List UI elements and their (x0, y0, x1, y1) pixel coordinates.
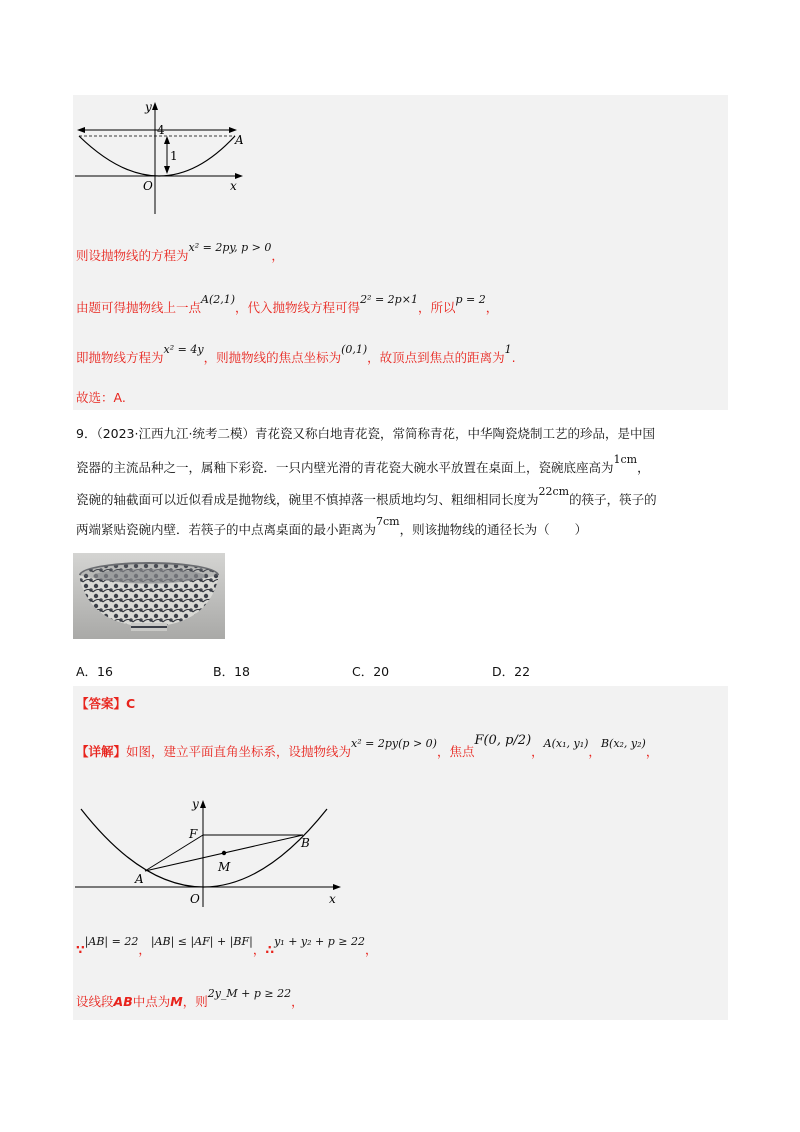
option-d[interactable]: D．22 (492, 664, 531, 679)
fig2-point-b: B (301, 836, 310, 850)
detail-line-6: 设线段AB中点为M，则2y_M + p ≥ 22， (76, 987, 304, 1009)
answer1-line-4: 故选：A. (76, 390, 126, 405)
option-b[interactable]: B．18 (213, 664, 250, 679)
porcelain-bowl-photo (73, 553, 225, 639)
fig1-width: 4 (157, 123, 165, 137)
question-line-4: 两端紧贴瓷碗内壁．若筷子的中点离桌面的最小距离为7cm，则该抛物线的通径长为（ ） (76, 515, 588, 537)
detail-line: 【详解】如图，建立平面直角坐标系，设抛物线为x² = 2py(p > 0)，焦点F(0, p/2)，A(x₁, y₁)，B(x₂, y₂)， (76, 733, 659, 759)
question-line-2: 瓷器的主流品种之一，属釉下彩瓷．一只内壁光滑的青花瓷大碗水平放置在桌面上，瓷碗底座高为1cm， (76, 453, 650, 475)
answer-line: 【答案】C (76, 696, 136, 711)
parabola-figure-2 (73, 797, 343, 909)
answer1-line-2: 由题可得抛物线上一点A(2,1)，代入抛物线方程可得2² = 2p×1，所以p = 2， (76, 293, 499, 315)
fig1-point-a: A (235, 133, 244, 147)
fig2-point-a: A (135, 872, 144, 886)
fig2-point-m: M (218, 860, 231, 874)
answer1-line-1: 则设抛物线的方程为x² = 2py, p > 0， (76, 241, 284, 263)
fig1-axis-y: y (145, 100, 152, 114)
option-c[interactable]: C．20 (352, 664, 390, 679)
fig2-axis-x: x (329, 892, 336, 906)
fig1-origin: O (143, 179, 153, 193)
fig2-point-f: F (189, 827, 198, 841)
fig1-height: 1 (170, 149, 178, 163)
parabola-figure-1 (73, 100, 245, 216)
detail-line-5: ∵|AB| = 22，|AB| ≤ |AF| + |BF|，∴y₁ + y₂ + p ≥ 22， (76, 935, 378, 957)
question-line-3: 瓷碗的轴截面可以近似看成是抛物线，碗里不慎掉落一根质地均匀、粗细相同长度为22cm的筷子，筷子的 (76, 485, 657, 507)
question-line-1: 9．（2023·江西九江·统考二模）青花瓷又称白地青花瓷，常简称青花，中华陶瓷烧制工艺的珍品，是中国 (76, 426, 655, 441)
fig2-axis-y: y (192, 797, 199, 811)
fig2-origin: O (190, 892, 200, 906)
fig1-axis-x: x (230, 179, 237, 193)
option-a[interactable]: A．16 (76, 664, 113, 679)
answer1-line-3: 即抛物线方程为x² = 4y，则抛物线的焦点坐标为(0,1)，故顶点到焦点的距离为1. (76, 343, 516, 365)
